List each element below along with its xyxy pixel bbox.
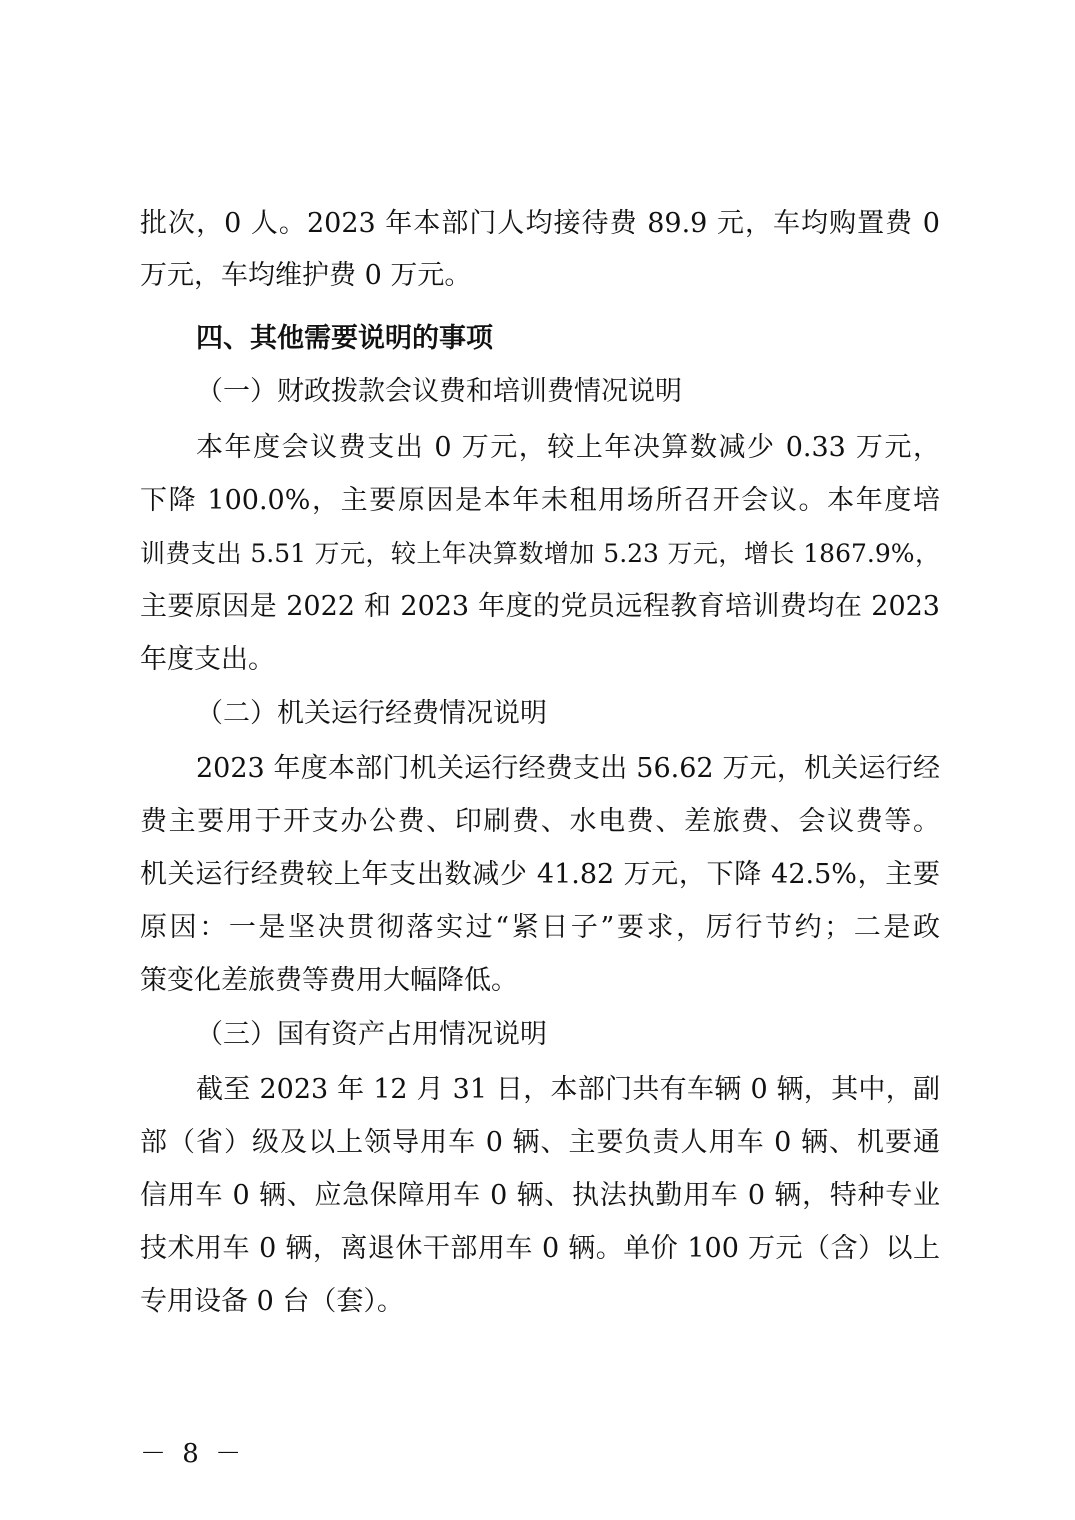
- paragraph-line: 下降 100.0%，主要原因是本年未租用场所召开会议。本年度培: [140, 485, 940, 516]
- paragraph-line: 策变化差旅费等费用大幅降低。: [140, 965, 518, 996]
- paragraph-line: 技术用车 0 辆，离退休干部用车 0 辆。单价 100 万元（含）以上: [140, 1233, 940, 1264]
- section-heading: 四、其他需要说明的事项: [196, 323, 493, 354]
- paragraph-line: 批次，0 人。2023 年本部门人均接待费 89.9 元，车均购置费 0: [140, 208, 940, 239]
- paragraph-line: 信用车 0 辆、应急保障用车 0 辆、执法执勤用车 0 辆，特种专业: [140, 1180, 940, 1211]
- paragraph-line: 专用设备 0 台（套）。: [140, 1286, 404, 1317]
- subsection-heading: （二）机关运行经费情况说明: [196, 698, 547, 729]
- subsection-heading: （一）财政拨款会议费和培训费情况说明: [196, 376, 682, 407]
- subsection-heading: （三）国有资产占用情况说明: [196, 1019, 547, 1050]
- paragraph-line: 部（省）级及以上领导用车 0 辆、主要负责人用车 0 辆、机要通: [140, 1127, 940, 1158]
- paragraph-line: 主要原因是 2022 和 2023 年度的党员远程教育培训费均在 2023: [140, 591, 940, 622]
- paragraph-line: 原因：一是坚决贯彻落实过“紧日子”要求，厉行节约；二是政: [140, 912, 940, 943]
- paragraph-line: 训费支出 5.51 万元，较上年决算数增加 5.23 万元，增长 1867.9%，: [140, 539, 940, 568]
- paragraph-line: 机关运行经费较上年支出数减少 41.82 万元，下降 42.5%，主要: [140, 859, 940, 890]
- paragraph-line: 截至 2023 年 12 月 31 日，本部门共有车辆 0 辆，其中，副: [196, 1074, 940, 1105]
- paragraph-line: 本年度会议费支出 0 万元，较上年决算数减少 0.33 万元，: [196, 432, 940, 463]
- paragraph-line: 费主要用于开支办公费、印刷费、水电费、差旅费、会议费等。: [140, 806, 940, 837]
- paragraph-line: 年度支出。: [140, 644, 275, 675]
- page-number: － 8 －: [140, 1439, 246, 1469]
- paragraph-line: 万元，车均维护费 0 万元。: [140, 260, 472, 291]
- paragraph-line: 2023 年度本部门机关运行经费支出 56.62 万元，机关运行经: [196, 753, 940, 784]
